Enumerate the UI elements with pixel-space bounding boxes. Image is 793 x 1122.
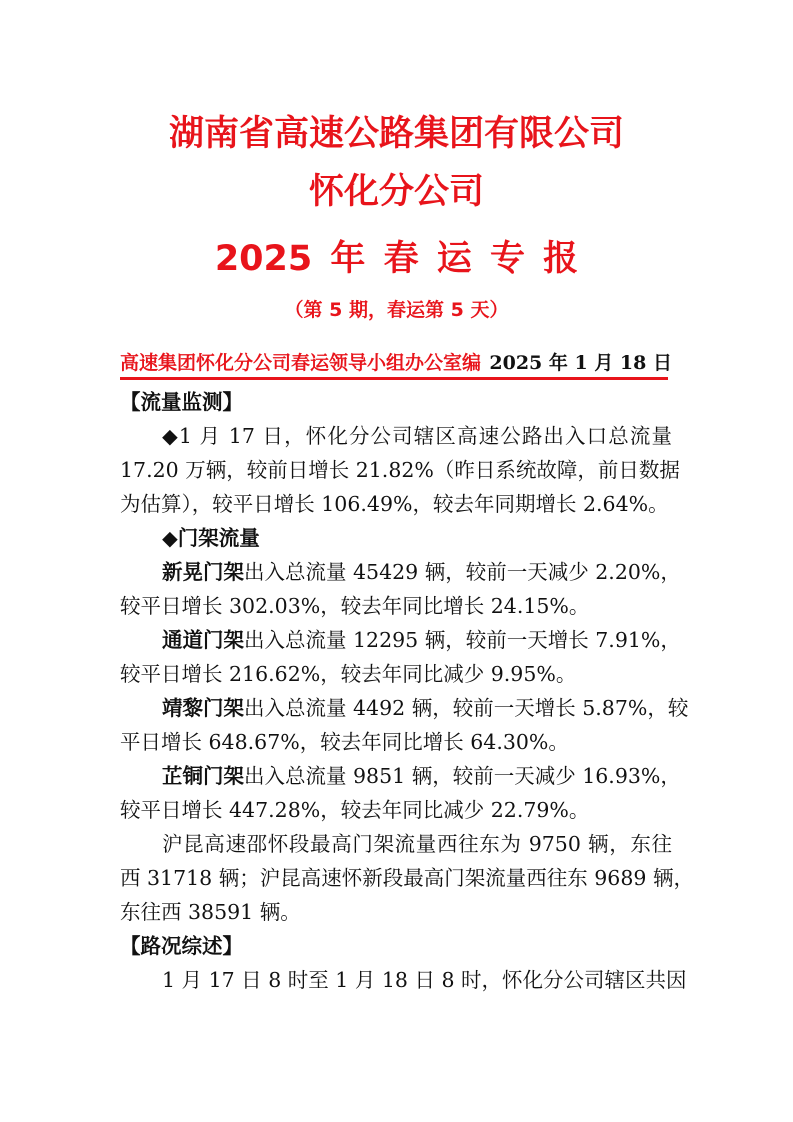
gantry-line: 新晃门架出入总流量 45429 辆，较前一天减少 2.20%， (162, 560, 681, 584)
section-heading-gantry: ◆门架流量 (162, 526, 260, 550)
issue-number: （第 5 期，春运第 5 天） (284, 299, 509, 321)
section-heading-road: 【路况综述】 (120, 934, 243, 958)
document-title: 湖南省高速公路集团有限公司 (168, 114, 624, 154)
paragraph-line: 西 31718 辆；沪昆高速怀新段最高门架流量西往东 9689 辆， (120, 866, 694, 890)
paragraph-line: 1 月 17 日 8 时至 1 月 18 日 8 时，怀化分公司辖区共因 (162, 968, 687, 992)
paragraph-line: 沪昆高速邵怀段最高门架流量西往东为 9750 辆，东往 (162, 832, 672, 856)
issue-date: 2025 年 1 月 18 日 (489, 352, 672, 374)
paragraph-line: 17.20 万辆，较前日增长 21.82%（昨日系统故障，前日数据 (120, 458, 680, 482)
document-body (120, 385, 694, 997)
gantry-line: 较平日增长 302.03%，较去年同比增长 24.15%。 (120, 594, 590, 618)
gantry-line: 较平日增长 447.28%，较去年同比减少 22.79%。 (120, 798, 590, 822)
document-report-title: 2025 年 春 运 专 报 (214, 239, 579, 279)
editor-office: 高速集团怀化分公司春运领导小组办公室编 (120, 352, 482, 374)
paragraph-line: ◆1 月 17 日，怀化分公司辖区高速公路出入口总流量 (162, 424, 672, 448)
gantry-name: 通道门架 (162, 628, 244, 652)
gantry-line: 通道门架出入总流量 12295 辆，较前一天增长 7.91%， (162, 628, 681, 652)
gantry-name: 靖黎门架 (162, 696, 244, 720)
editor-header (120, 348, 672, 376)
gantry-name: 新晃门架 (162, 560, 244, 584)
gantry-line: 芷铜门架出入总流量 9851 辆，较前一天减少 16.93%， (162, 764, 681, 788)
gantry-line: 较平日增长 216.62%，较去年同比减少 9.95%。 (120, 662, 577, 686)
document-subtitle-branch: 怀化分公司 (308, 172, 484, 212)
gantry-line: 靖黎门架出入总流量 4492 辆，较前一天增长 5.87%，较 (162, 696, 689, 720)
paragraph-line: 东往西 38591 辆。 (120, 900, 301, 924)
section-heading-traffic: 【流量监测】 (120, 390, 243, 414)
gantry-line: 平日增长 648.67%，较去年同比增长 64.30%。 (120, 730, 569, 754)
paragraph-line: 为估算），较平日增长 106.49%，较去年同期增长 2.64%。 (120, 492, 669, 516)
red-divider (120, 377, 668, 380)
gantry-name: 芷铜门架 (162, 764, 244, 788)
